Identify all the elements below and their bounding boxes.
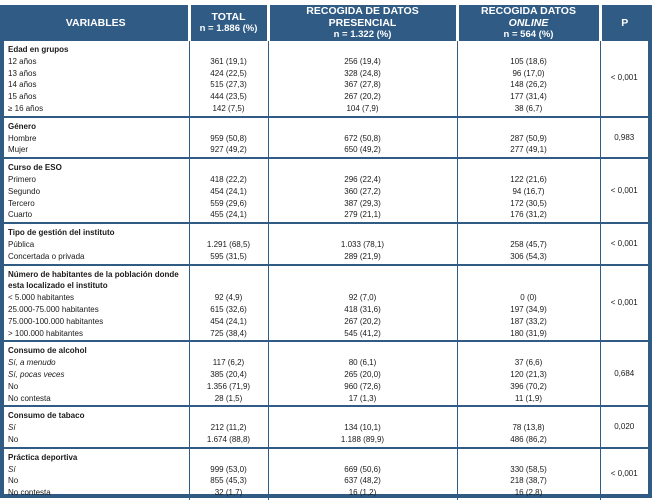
online-cell (457, 265, 600, 342)
online-cell (457, 341, 600, 406)
header-total (189, 5, 268, 41)
spacer (190, 269, 268, 281)
category-label: No contesta (8, 393, 51, 403)
p-value-cell (600, 158, 648, 223)
presencial-value: 650 (49,2) (344, 145, 381, 155)
spacer (458, 227, 600, 239)
category-label: ≥ 16 años (8, 103, 44, 113)
p-value-cell (600, 341, 648, 406)
header-p (600, 5, 648, 41)
presencial-value: 360 (27,2) (344, 186, 381, 196)
presencial-cell (268, 341, 457, 406)
total-value: 595 (31,5) (210, 251, 247, 261)
header-online (457, 5, 600, 41)
presencial-value: 80 (6,1) (348, 358, 377, 368)
online-value: 96 (17,0) (512, 68, 545, 78)
category-label: 14 años (8, 80, 37, 90)
header-total-label: TOTAL (211, 11, 246, 23)
p-value-cell (600, 265, 648, 342)
spacer (458, 44, 600, 56)
spacer (458, 121, 600, 133)
presencial-value: 367 (27,8) (344, 80, 381, 90)
spacer (190, 345, 268, 357)
total-value: 142 (7,5) (212, 103, 245, 113)
total-value: 385 (20,4) (210, 369, 247, 379)
online-value: 37 (6,6) (514, 358, 543, 368)
online-value: 177 (31,4) (510, 92, 547, 102)
total-value: 28 (1,5) (214, 393, 243, 403)
presencial-value: 289 (21,9) (344, 251, 381, 261)
spacer (269, 345, 457, 357)
total-value: 212 (11,2) (210, 423, 247, 433)
p-value-cell (600, 41, 648, 117)
category-label: Hombre (8, 133, 37, 143)
total-value: 999 (53,0) (210, 464, 247, 474)
table-body (4, 41, 648, 500)
presencial-value: 92 (7,0) (348, 293, 377, 303)
header-variables (4, 5, 189, 41)
table-group-row (4, 117, 648, 158)
p-value-cell (600, 223, 648, 264)
total-cell (189, 223, 268, 264)
variable-cell (4, 406, 189, 447)
category-label: Sí (8, 423, 16, 433)
total-value: 418 (22,2) (210, 174, 247, 184)
online-value: 172 (30,5) (510, 198, 547, 208)
spacer (269, 162, 457, 174)
presencial-value: 267 (20,2) (344, 316, 381, 326)
table-group-row (4, 41, 648, 117)
table-group-row (4, 265, 648, 342)
online-value: 180 (31,9) (510, 328, 547, 338)
group-title: Número de habitantes de la población donde (8, 269, 179, 279)
online-value: 122 (21,6) (510, 174, 547, 184)
category-label: 15 años (8, 92, 37, 102)
spacer (190, 410, 268, 422)
spacer (190, 452, 268, 464)
group-title: Género (8, 121, 37, 131)
header-online-italic: ONLINE (508, 17, 549, 29)
spacer (269, 280, 457, 292)
group-title: Consumo de tabaco (8, 411, 85, 421)
online-value: 197 (34,9) (510, 304, 547, 314)
category-label: Tercero (8, 198, 35, 208)
presencial-value: 672 (50,8) (344, 133, 381, 143)
p-value-cell (600, 448, 648, 500)
header-online-label: RECOGIDA DATOS (481, 5, 576, 17)
p-value: < 0,001 (610, 469, 638, 479)
presencial-value: 637 (48,2) (344, 476, 381, 486)
variable-cell (4, 41, 189, 117)
total-cell (189, 117, 268, 158)
total-value: 1.674 (88,8) (206, 434, 251, 444)
table-group-row (4, 448, 648, 500)
total-value: 455 (24,1) (210, 210, 247, 220)
online-value: 330 (58,5) (510, 464, 547, 474)
presencial-value: 960 (72,6) (344, 381, 381, 391)
total-value: 361 (19,1) (210, 56, 247, 66)
spacer (190, 280, 268, 292)
p-value: < 0,001 (610, 73, 638, 83)
p-value-cell (600, 117, 648, 158)
total-value: 615 (32,6) (210, 304, 247, 314)
online-value: 16 (2,8) (514, 488, 543, 498)
online-value: 38 (6,7) (514, 103, 543, 113)
total-value: 117 (6,2) (212, 358, 245, 368)
online-value: 120 (21,3) (510, 369, 547, 379)
online-cell (457, 448, 600, 500)
online-value: 287 (50,9) (510, 133, 547, 143)
spacer (269, 410, 457, 422)
online-value: 0 (0) (520, 293, 537, 303)
spacer (269, 121, 457, 133)
total-value: 855 (45,3) (210, 476, 247, 486)
category-label: Sí, a menudo (8, 358, 56, 368)
group-title: Práctica deportiva (8, 452, 78, 462)
presencial-value: 1.188 (89,9) (340, 434, 385, 444)
header-online-n: n = 564 (%) (503, 29, 554, 40)
header-presencial (268, 5, 457, 41)
presencial-value: 669 (50,6) (344, 464, 381, 474)
p-value: 0,983 (614, 132, 635, 142)
total-value: 454 (24,1) (210, 316, 247, 326)
online-value: 218 (38,7) (510, 476, 547, 486)
header-presencial-n: n = 1.322 (%) (333, 29, 392, 40)
category-label: 25.000-75.000 habitantes (8, 304, 99, 314)
online-value: 94 (16,7) (512, 186, 545, 196)
category-label: 13 años (8, 68, 37, 78)
header-p-label: P (621, 17, 629, 29)
category-label: No (8, 434, 19, 444)
presencial-cell (268, 117, 457, 158)
category-label: 12 años (8, 56, 37, 66)
presencial-cell (268, 406, 457, 447)
p-value-cell (600, 406, 648, 447)
presencial-cell (268, 158, 457, 223)
total-cell (189, 265, 268, 342)
spacer (190, 44, 268, 56)
header-total-n: n = 1.886 (%) (199, 23, 258, 34)
presencial-value: 256 (19,4) (344, 56, 381, 66)
category-label: Mujer (8, 145, 29, 155)
total-cell (189, 41, 268, 117)
category-label: No (8, 381, 19, 391)
presencial-cell (268, 41, 457, 117)
total-value: 559 (29,6) (210, 198, 247, 208)
variable-cell (4, 158, 189, 223)
online-value: 78 (13,8) (512, 423, 545, 433)
online-value: 105 (18,6) (510, 56, 547, 66)
total-value: 515 (27,3) (210, 80, 247, 90)
table-group-row (4, 406, 648, 447)
total-value: 1.356 (71,9) (206, 381, 251, 391)
table-group-row (4, 223, 648, 264)
presencial-cell (268, 223, 457, 264)
online-value: 486 (86,2) (510, 434, 547, 444)
presencial-value: 134 (10,1) (344, 423, 381, 433)
spacer (190, 121, 268, 133)
category-label: Primero (8, 174, 37, 184)
p-value: 0,684 (614, 368, 635, 378)
total-value: 959 (50,8) (210, 133, 247, 143)
online-value: 11 (1,9) (515, 393, 542, 403)
online-cell (457, 406, 600, 447)
spacer (269, 269, 457, 281)
presencial-value: 279 (21,1) (344, 210, 381, 220)
group-title: Tipo de gestión del instituto (8, 228, 115, 238)
total-cell (189, 448, 268, 500)
category-label: Cuarto (8, 210, 33, 220)
group-title: Curso de ESO (8, 163, 62, 173)
group-title: Consumo de alcohol (8, 346, 87, 356)
total-value: 424 (22,5) (210, 68, 247, 78)
variable-cell (4, 448, 189, 500)
spacer (458, 162, 600, 174)
presencial-value: 545 (41,2) (344, 328, 381, 338)
presencial-cell (268, 265, 457, 342)
spacer (269, 44, 457, 56)
presencial-value: 1.033 (78,1) (340, 239, 385, 249)
online-value: 277 (49,1) (510, 145, 547, 155)
total-value: 1.291 (68,5) (206, 239, 251, 249)
presencial-cell (268, 448, 457, 500)
table-group-row (4, 158, 648, 223)
header-presencial-label: RECOGIDA DE DATOS PRESENCIAL (306, 5, 419, 29)
online-cell (457, 223, 600, 264)
online-cell (457, 41, 600, 117)
total-value: 454 (24,1) (210, 186, 247, 196)
category-label: < 5.000 habitantes (8, 293, 75, 303)
p-value: < 0,001 (610, 185, 638, 195)
presencial-value: 328 (24,8) (344, 68, 381, 78)
variable-cell (4, 223, 189, 264)
total-value: 725 (38,4) (210, 328, 247, 338)
spacer (458, 452, 600, 464)
category-label: No (8, 476, 19, 486)
table-header-row (4, 5, 648, 41)
category-label: Pública (8, 239, 35, 249)
online-value: 396 (70,2) (510, 381, 547, 391)
online-value: 176 (31,2) (510, 210, 547, 220)
total-value: 444 (23,5) (210, 92, 247, 102)
variable-cell (4, 265, 189, 342)
online-cell (457, 117, 600, 158)
presencial-value: 267 (20,2) (344, 92, 381, 102)
header-variables-label: VARIABLES (65, 17, 126, 29)
category-label: 75.000-100.000 habitantes (8, 316, 104, 326)
online-value: 306 (54,3) (510, 251, 547, 261)
total-value: 92 (4,9) (214, 293, 243, 303)
presencial-value: 296 (22,4) (344, 174, 381, 184)
presencial-value: 104 (7,9) (346, 103, 379, 113)
category-label: Concertada o privada (8, 251, 85, 261)
data-table-frame (0, 5, 652, 498)
category-label: Sí (8, 464, 16, 474)
spacer (458, 345, 600, 357)
presencial-value: 16 (1,2) (348, 488, 377, 498)
spacer (190, 227, 268, 239)
p-value: < 0,001 (610, 238, 638, 248)
online-value: 148 (26,2) (510, 80, 547, 90)
variable-cell (4, 117, 189, 158)
presencial-value: 387 (29,3) (344, 198, 381, 208)
online-cell (457, 158, 600, 223)
variable-cell (4, 341, 189, 406)
presencial-value: 265 (20,0) (344, 369, 381, 379)
category-label: No contesta (8, 488, 51, 498)
spacer (190, 162, 268, 174)
p-value: 0,020 (614, 422, 635, 432)
spacer (269, 227, 457, 239)
spacer (458, 410, 600, 422)
total-cell (189, 158, 268, 223)
table-group-row (4, 341, 648, 406)
total-value: 927 (49,2) (210, 145, 247, 155)
presencial-value: 418 (31,6) (344, 304, 381, 314)
category-label: Sí, pocas veces (8, 369, 65, 379)
total-cell (189, 406, 268, 447)
spacer (458, 280, 600, 292)
total-value: 32 (1,7) (214, 488, 243, 498)
group-title: Edad en grupos (8, 45, 69, 54)
online-value: 187 (33,2) (510, 316, 547, 326)
group-title: esta localizado el instituto (8, 281, 108, 291)
category-label: > 100.000 habitantes (8, 328, 83, 338)
presencial-value: 17 (1,3) (348, 393, 377, 403)
p-value: < 0,001 (610, 298, 638, 308)
total-cell (189, 341, 268, 406)
spacer (458, 269, 600, 281)
category-label: Segundo (8, 186, 41, 196)
online-value: 258 (45,7) (510, 239, 547, 249)
descriptive-statistics-table (4, 5, 648, 500)
spacer (269, 452, 457, 464)
